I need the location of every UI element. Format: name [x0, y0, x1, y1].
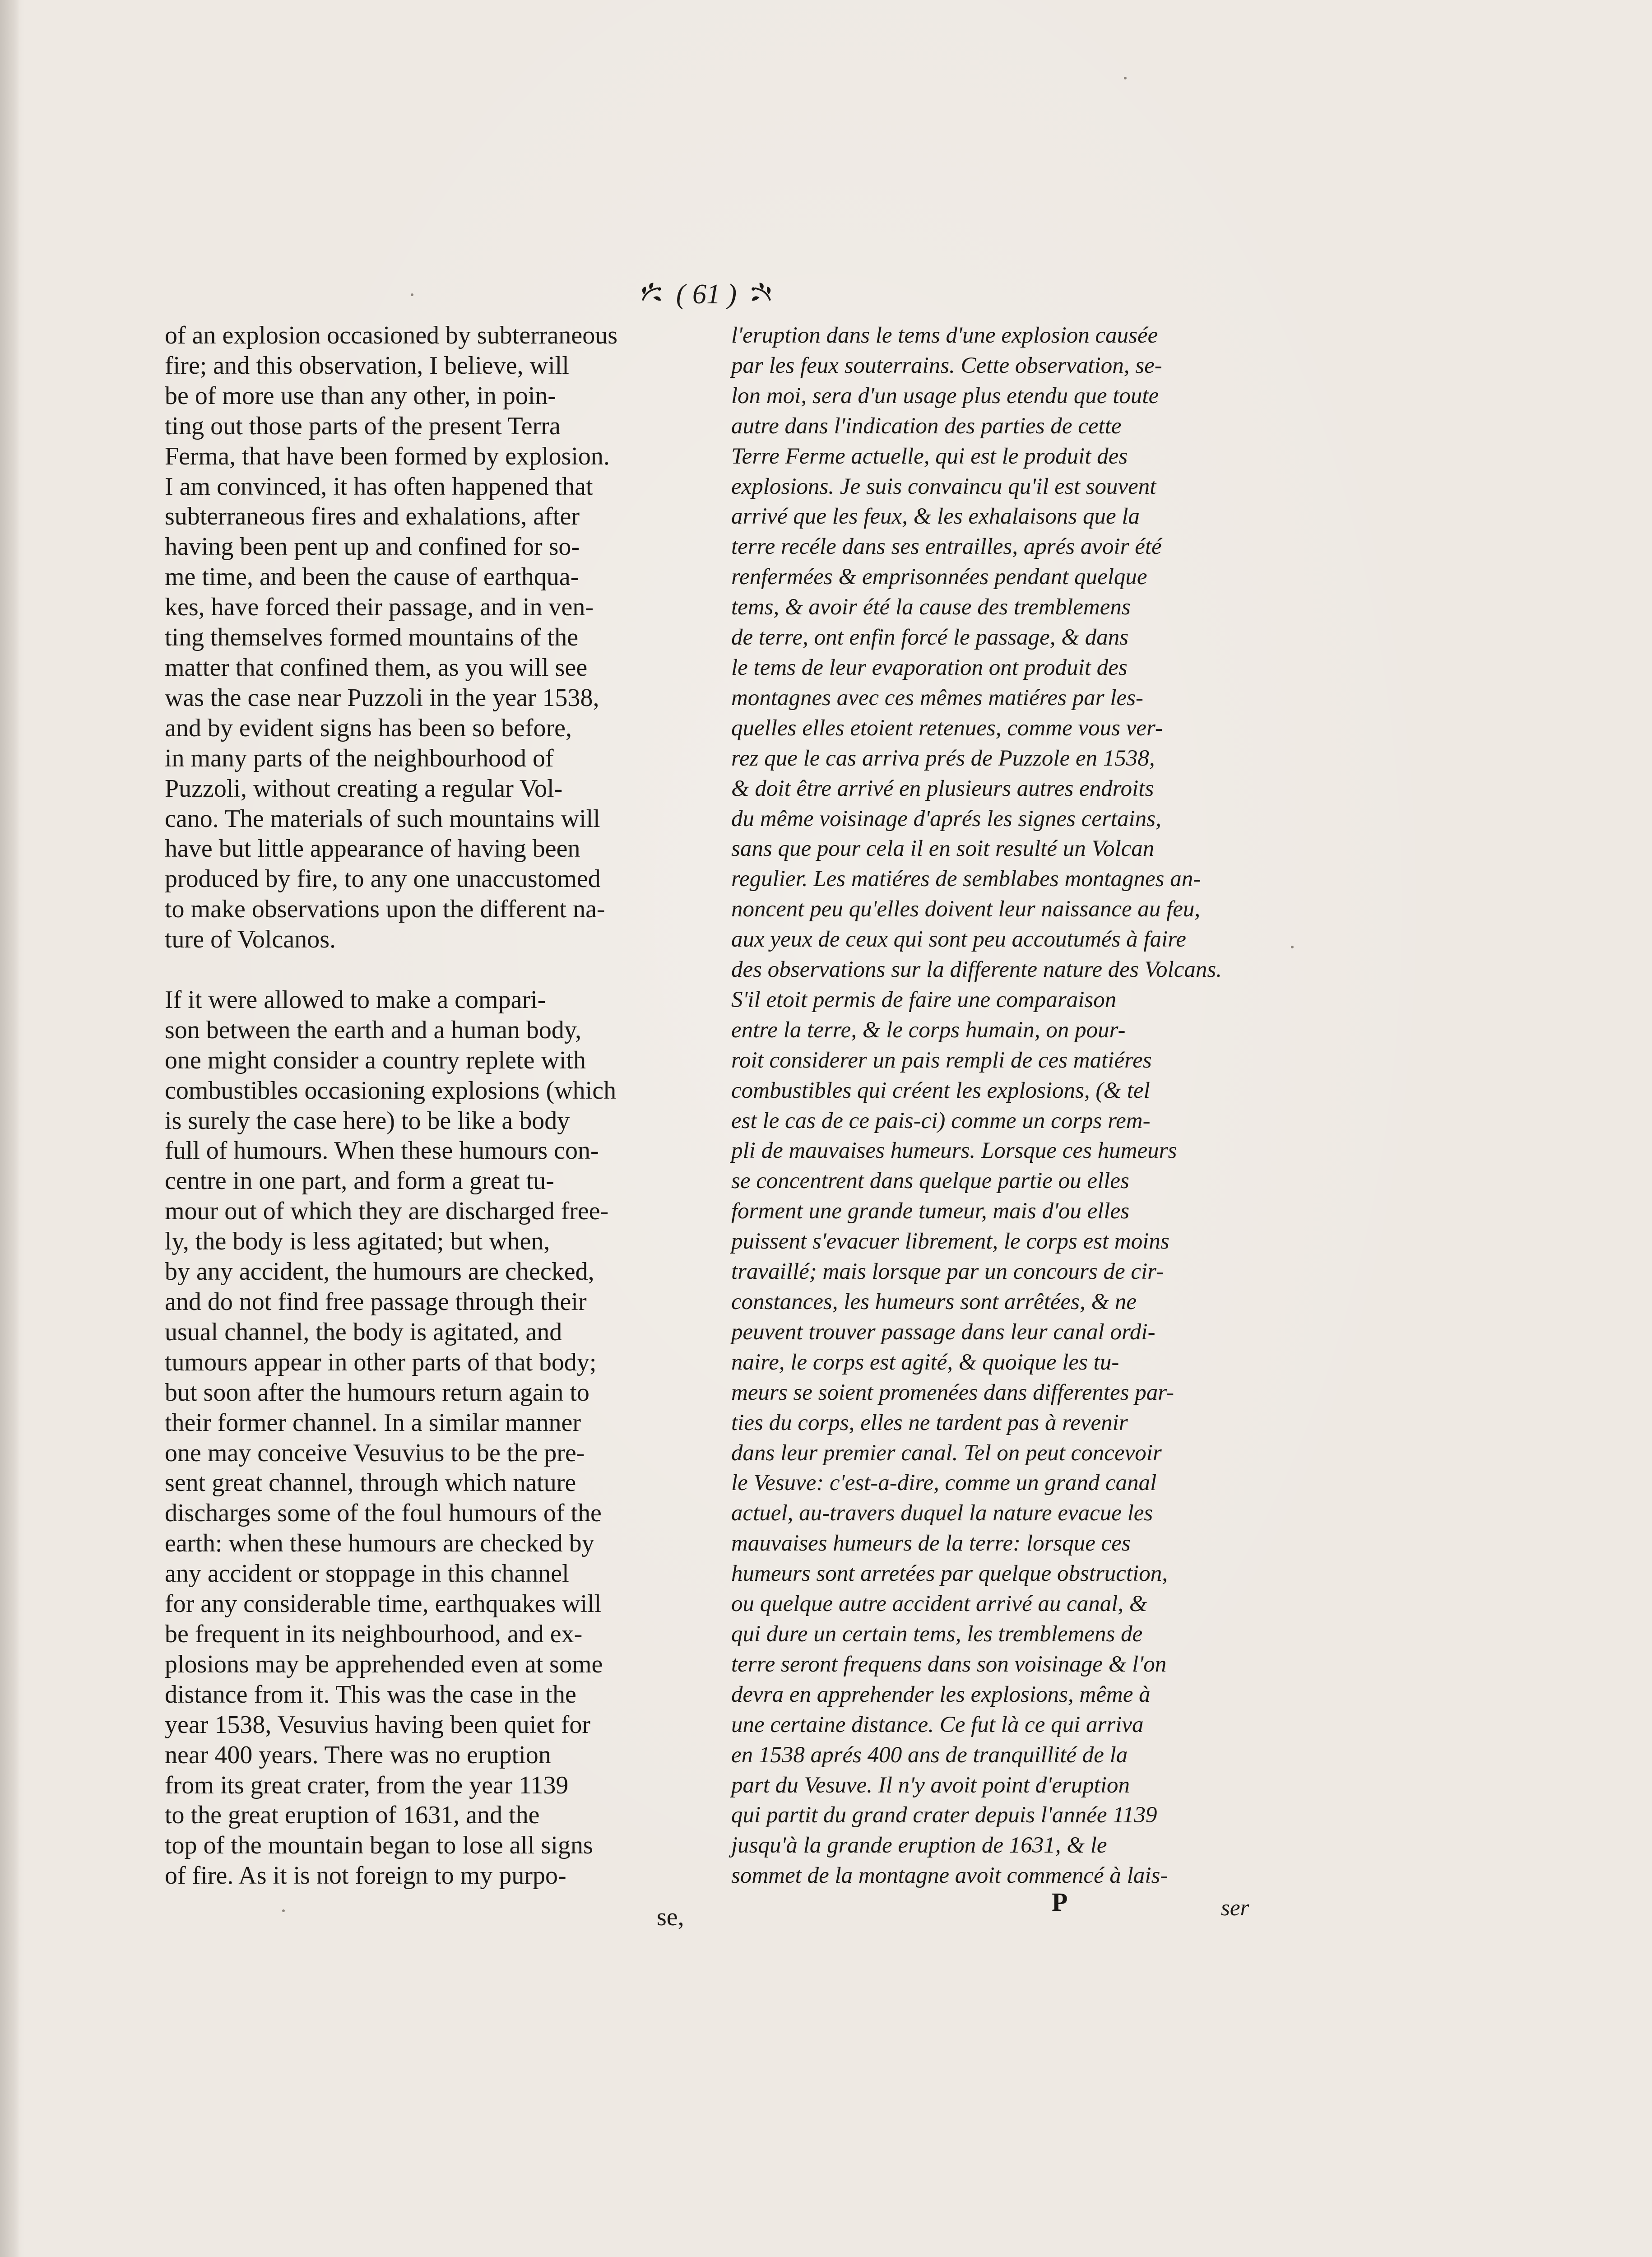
left-catchword: se, [657, 1903, 684, 1931]
page-header [625, 274, 788, 314]
left-fleuron-icon [636, 279, 667, 310]
signature-mark: P [1052, 1887, 1068, 1917]
right-fleuron-icon [746, 279, 776, 310]
english-text-column: of an explosion occasioned by subterraneous fire; and this observation, I believe, will be of more use than any other, in poin- ting out those parts of the present Terra Ferma, that have been formed by explosion. I am convinced, it has often happened that subterraneous fires and exhalations, after having been pent up and confined for so- me time, and been the cause of earthqua- kes, have forced their passage, and in ven- ting themselves formed mountains of the matter that confined them, as you will see was the case near Puzzoli in the year 1538, and by evident signs has been so before, in many parts of the neighbourhood of Puzzoli, without creating a regular Vol- cano. The materials of such mountains will have but little appearance of having been produced by fire, to any one unaccustomed to make observations upon the different na- ture of Volcanos. If it were allowed to make a compari- son between the earth and a human body, one might consider a country replete with combustibles occasioning explosions (which is surely the case here) to be like a body full of humours. When these humours con- centre in one part, and form a great tu- mour out of which they are discharged free- ly, the body is less agitated; but when, by any accident, the humours are checked, and do not find free passage through their usual channel, the body is agitated, and tumours appear in other parts of that body; but soon after the humours return again to their former channel. In a similar manner one may conceive Vesuvius to be the pre- sent great channel, through which nature discharges some of the foul humours of the earth: when these humours are checked by any accident or stoppage in this channel for any considerable time, earthquakes will be frequent in its neighbourhood, and ex- plosions may be apprehended even at some distance from it. This was the case in the year 1538, Vesuvius having been quiet for near 400 years. There was no eruption from its great crater, from the year 1139 to the great eruption of 1631, and the top of the mountain began to lose all signs of fire. As it is not foreign to my purpo- [165, 321, 618, 1890]
paper-speck [411, 293, 413, 296]
paper-speck [282, 1909, 285, 1912]
page-gutter-shadow [0, 0, 20, 2257]
page-number: ( 61 ) [676, 279, 737, 310]
french-text-column: l'eruption dans le tems d'une explosion causée par les feux souterrains. Cette observation, se- lon moi, sera d'un usage plus etendu que toute autre dans l'indication des parties de cette Terre Ferme actuelle, qui est le produit des explosions. Je suis convaincu qu'il est souvent arrivé que les feux, & les exhalaisons que la terre recéle dans ses entrailles, aprés avoir été renfermées & emprisonnées pendant quelque tems, & avoir été la cause des tremblemens de terre, ont enfin forcé le passage, & dans le tems de leur evaporation ont produit des montagnes avec ces mêmes matiéres par les- quelles elles etoient retenues, comme vous ver- rez que le cas arriva prés de Puzzole en 1538, & doit être arrivé en plusieurs autres endroits du même voisinage d'aprés les signes certains, sans que pour cela il en soit resulté un Volcan regulier. Les matiéres de semblabes montagnes an- noncent peu qu'elles doivent leur naissance au feu, aux yeux de ceux qui sont peu accoutumés à faire des observations sur la differente nature des Volcans. S'il etoit permis de faire une comparaison entre la terre, & le corps humain, on pour- roit considerer un pais rempli de ces matiéres combustibles qui créent les explosions, (& tel est le cas de ce pais-ci) comme un corps rem- pli de mauvaises humeurs. Lorsque ces humeurs se concentrent dans quelque partie ou elles forment une grande tumeur, mais d'ou elles puissent s'evacuer librement, le corps est moins travaillé; mais lorsque par un concours de cir- constances, les humeurs sont arrêtées, & ne peuvent trouver passage dans leur canal ordi- naire, le corps est agité, & quoique les tu- meurs se soient promenées dans differentes par- ties du corps, elles ne tardent pas à revenir dans leur premier canal. Tel on peut concevoir le Vesuve: c'est-a-dire, comme un grand canal actuel, au-travers duquel la nature evacue les mauvaises humeurs de la terre: lorsque ces humeurs sont arretées par quelque obstruction, ou quelque autre accident arrivé au canal, & qui dure un certain tems, les tremblemens de terre seront frequens dans son voisinage & l'on devra en apprehender les explosions, même à une certaine distance. Ce fut là ce qui arriva en 1538 aprés 400 ans de tranquillité de la part du Vesuve. Il n'y avoit point d'eruption qui partit du grand crater depuis l'année 1139 jusqu'à la grande eruption de 1631, & le sommet de la montagne avoit commencé à lais- [731, 323, 1222, 1889]
paper-speck [1124, 77, 1127, 79]
paper-speck [1291, 946, 1294, 948]
right-catchword: ser [1221, 1895, 1249, 1921]
